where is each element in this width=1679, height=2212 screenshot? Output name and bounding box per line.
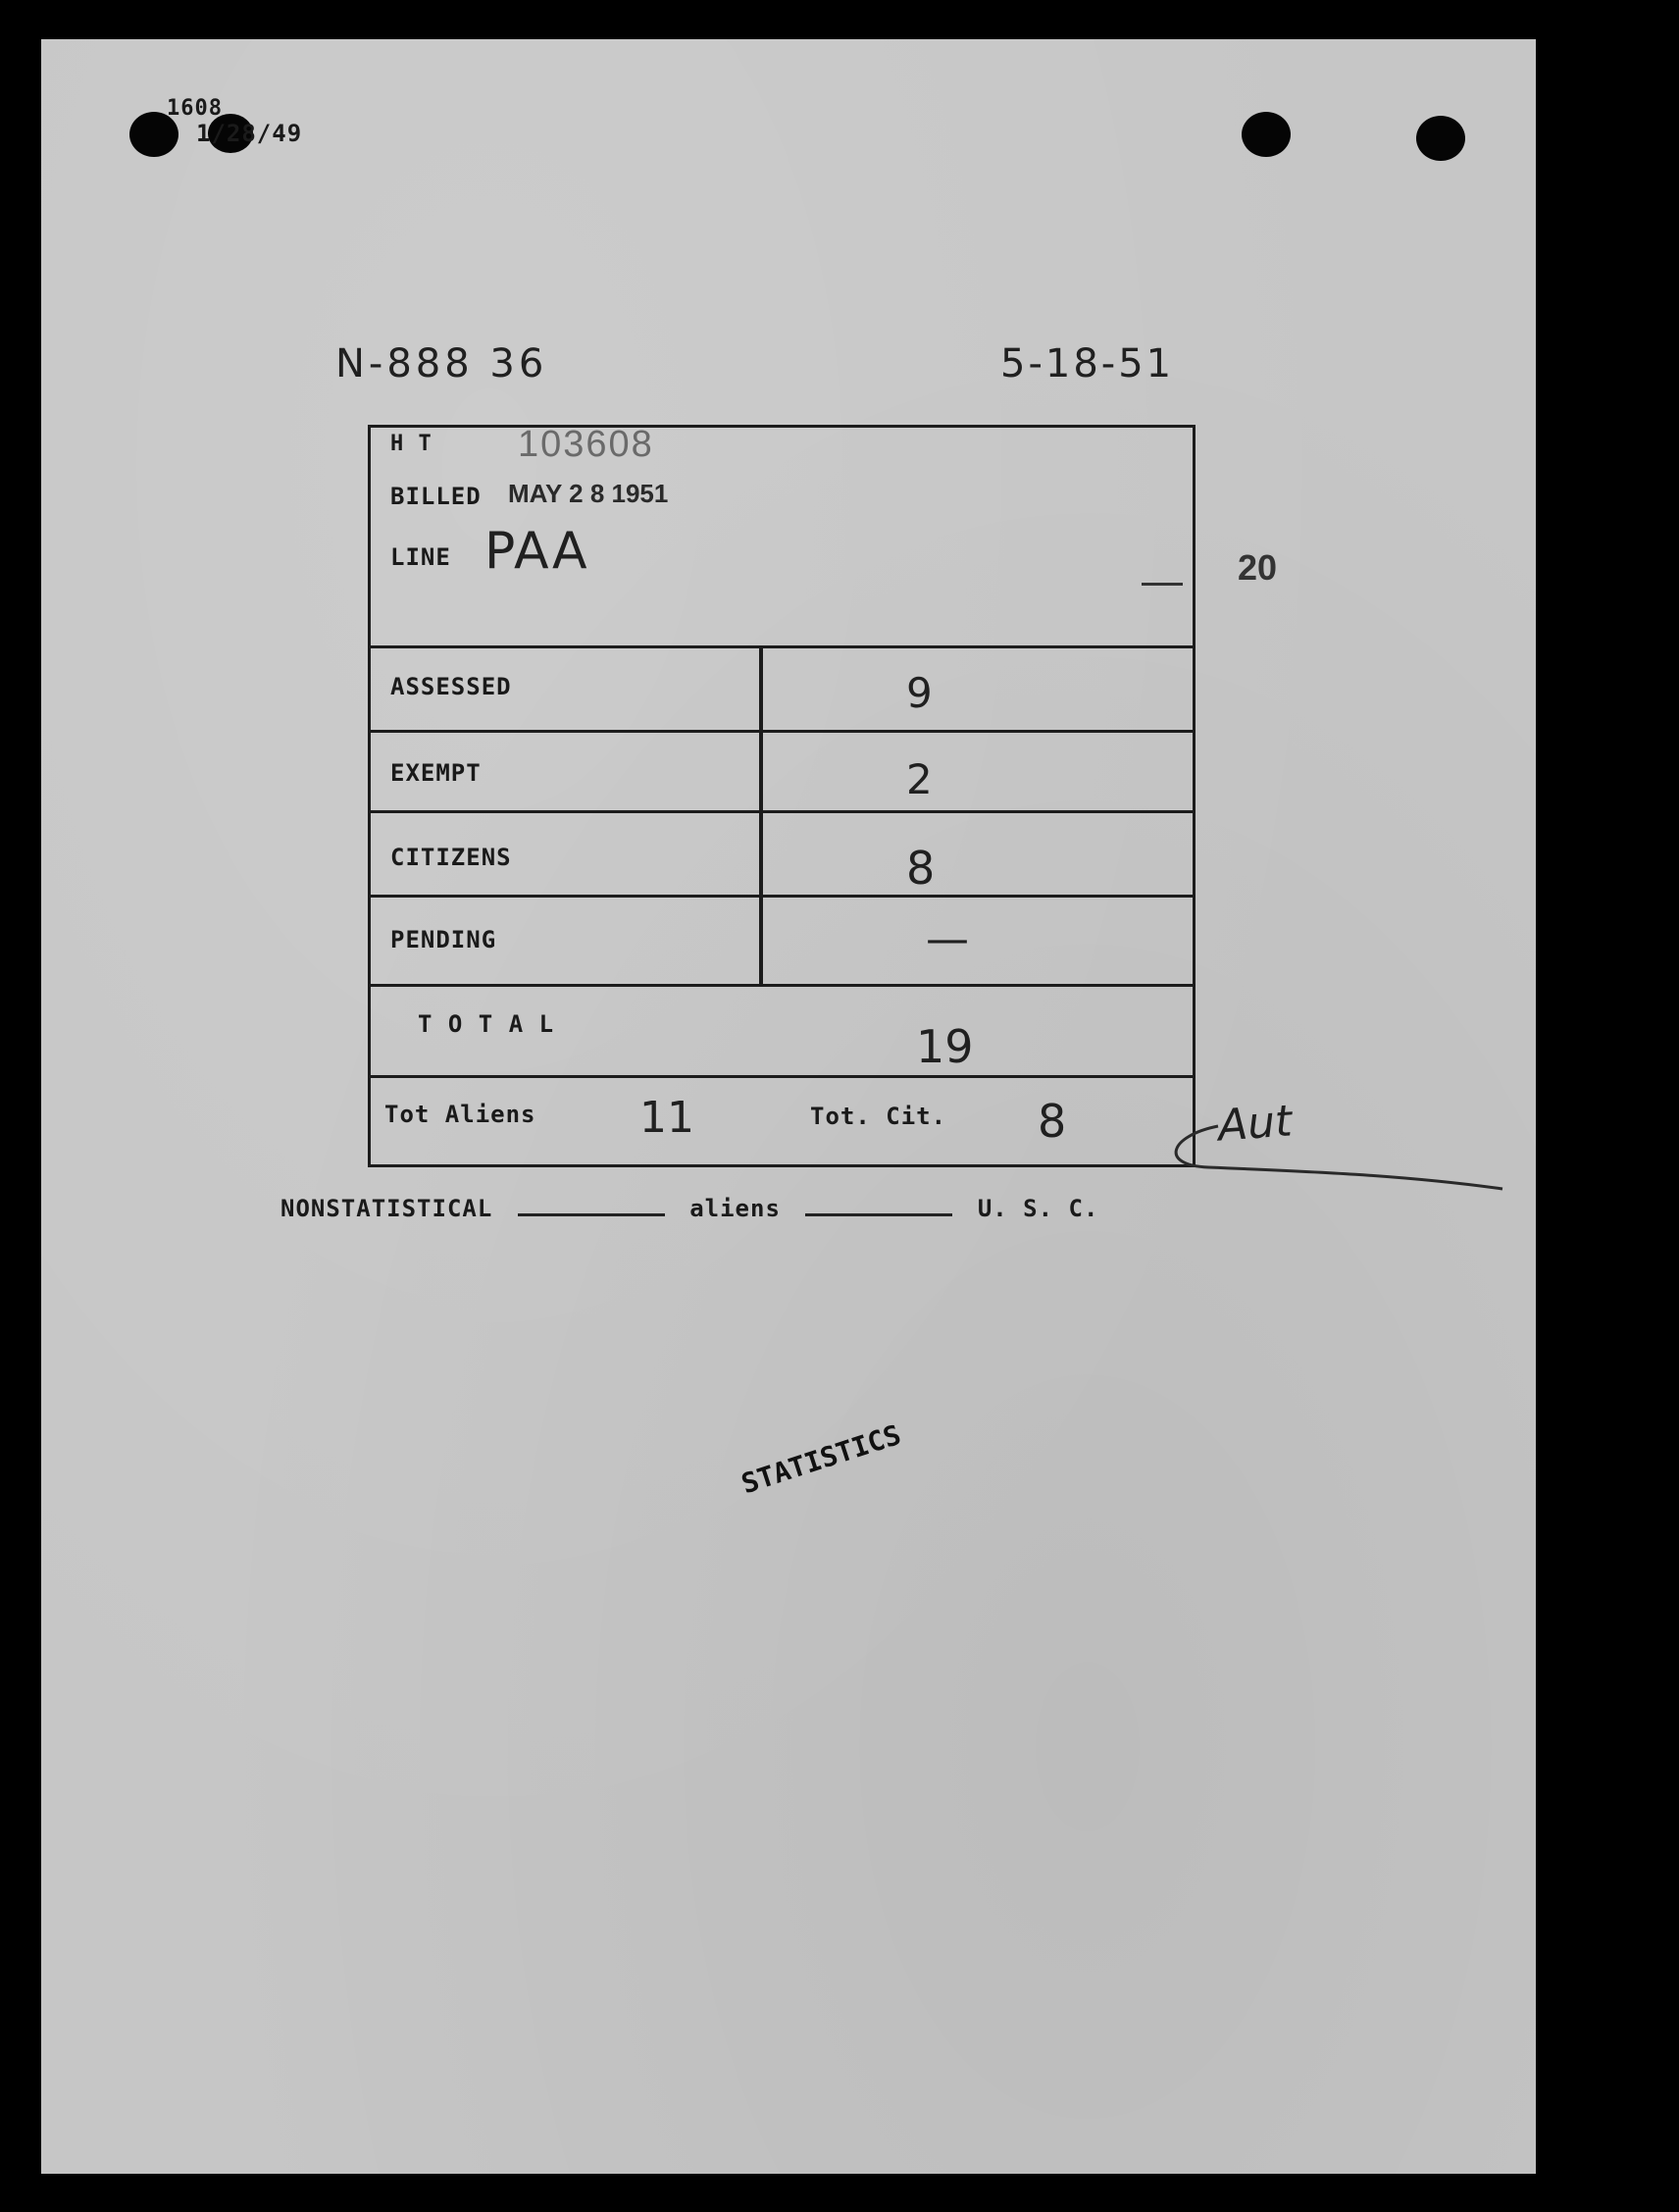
line-label: LINE (390, 543, 451, 571)
row-value-exempt: 2 (906, 755, 933, 803)
divider (371, 984, 1193, 987)
document-page (41, 39, 1536, 2174)
side-number: 20 (1238, 547, 1278, 588)
total-label: T O T A L (418, 1010, 555, 1038)
row-label-exempt: EXEMPT (390, 759, 482, 787)
divider (371, 895, 1193, 898)
row-label-citizens: CITIZENS (390, 844, 512, 871)
divider (371, 1075, 1193, 1078)
tot-aliens-value: 11 (639, 1093, 694, 1143)
column-divider (759, 645, 763, 984)
line-value: PAA (484, 522, 589, 581)
row-label-assessed: ASSESSED (390, 673, 512, 700)
nonstat-usc-blank (805, 1213, 952, 1216)
tot-cit-label: Tot. Cit. (810, 1103, 947, 1130)
nonstat-label: NONSTATISTICAL (280, 1195, 493, 1222)
billed-date: MAY 2 8 1951 (508, 479, 669, 508)
statistics-stamp: STATISTICS (738, 1417, 905, 1501)
row-label-pending: PENDING (390, 926, 497, 953)
tot-cit-value: 8 (1038, 1095, 1067, 1148)
initials-signature: Aut (1216, 1096, 1294, 1152)
nonstat-aliens-blank (518, 1213, 665, 1216)
row-value-pending: — (926, 914, 969, 964)
nonstatistical-line (280, 1195, 1098, 1222)
divider (371, 730, 1193, 733)
punch-hole (1242, 112, 1291, 157)
total-value: 19 (916, 1020, 974, 1073)
corner-note-line2: 1/28/49 (196, 120, 303, 147)
ht-number: 103608 (518, 424, 654, 465)
divider (371, 645, 1193, 648)
nonstat-aliens-label: aliens (689, 1195, 781, 1222)
billed-label: BILLED (390, 483, 482, 510)
signature-flourish (1149, 1106, 1522, 1195)
row-value-citizens: 8 (906, 842, 936, 895)
tot-aliens-label: Tot Aliens (384, 1101, 536, 1128)
date: 5-18-51 (1000, 341, 1175, 386)
corner-note-line1: 1608 (167, 96, 223, 121)
ht-label: H T (390, 432, 432, 456)
nonstat-usc-label: U. S. C. (977, 1195, 1099, 1222)
tally-form (368, 425, 1196, 1167)
punch-hole (1416, 116, 1465, 161)
row-value-assessed: 9 (906, 669, 933, 717)
divider (371, 810, 1193, 813)
file-number: N-888 36 (335, 341, 548, 386)
